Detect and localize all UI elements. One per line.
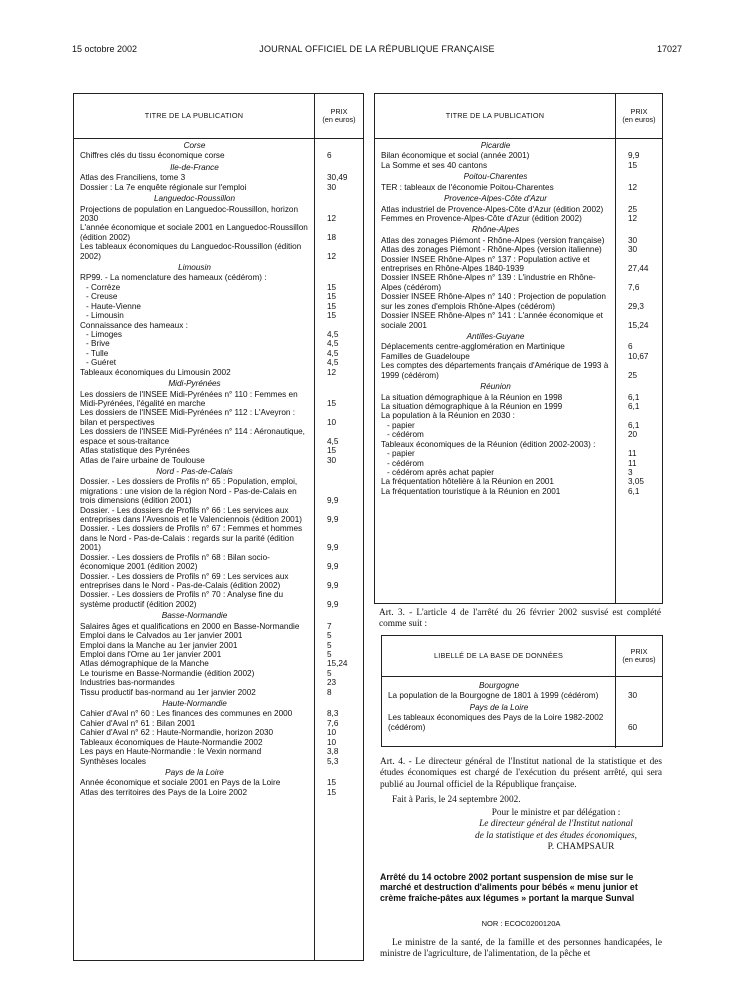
publication-title: Dossier. - Les dossiers de Profils n° 65 : Population, emploi, migrations : une vision de la région Nord - Pas-de-Calais en trois dimensions (édition 2001): [80, 477, 298, 506]
publication-title: Dossier. - Les dossiers de Profils n° 70 : Analyse fine du système productif (édition 2002): [80, 590, 284, 609]
publication-price: 7,6: [327, 718, 339, 728]
publication-title: Cahier d'Aval n° 61 : Bilan 2001: [80, 718, 196, 728]
publication-price: 10,67: [628, 351, 649, 361]
publication-title: Année économique et sociale 2001 en Pays de la Loire: [80, 778, 281, 788]
table-row: [375, 245, 662, 254]
publication-title: Les dossiers de l'INSEE Midi-Pyrénées n° 110 : Femmes en Midi-Pyrénées, l'égalité en marche: [80, 389, 298, 408]
publication-price: 9,9: [327, 599, 339, 609]
publication-price: 4,5: [327, 436, 339, 446]
section-heading: Ile-de-France: [170, 162, 219, 172]
publication-price: 60: [628, 722, 638, 732]
publication-price: 9,9: [327, 496, 339, 506]
publication-title: Emploi dans l'Orne au 1er janvier 2001: [80, 649, 222, 659]
publication-title: Dossier INSEE Rhône-Alpes n° 139 : L'industrie en Rhône-Alpes (cédérom): [381, 273, 596, 292]
table-row: [375, 151, 662, 160]
table-row: [74, 659, 363, 668]
section-heading: Languedoc-Roussillon: [153, 194, 236, 204]
nor-reference: NOR : ECOC0200120A: [481, 919, 561, 928]
publication-title: Cahier d'Aval n° 62 : Haute-Normandie, horizon 2030: [80, 728, 274, 738]
publication-title: Les dossiers de l'INSEE Midi-Pyrénées n° 114 : Aéronautique, espace et sous-traitance: [80, 427, 305, 446]
table-row: [74, 339, 363, 348]
table-header: [375, 94, 662, 139]
publication-price: 5: [327, 649, 332, 659]
table-body: [382, 677, 662, 748]
publication-title: Tableaux économiques du Limousin 2002: [80, 367, 231, 377]
publication-price: 3,8: [327, 747, 339, 757]
signature-line-1: Pour le ministre et par délégation :: [491, 808, 621, 818]
publication-title: Atlas des Franciliens, tome 3: [80, 173, 186, 183]
publication-title: Atlas statistique des Pyrénées: [80, 446, 190, 456]
section-heading: Nord - Pas-de-Calais: [156, 466, 233, 476]
table-row: [74, 641, 363, 650]
publication-price: 3: [628, 467, 633, 477]
publication-price: 9,9: [628, 151, 640, 161]
table-row: [74, 349, 363, 358]
table-row: [375, 236, 662, 245]
price-header-line1: PRIX: [330, 106, 348, 116]
publication-title: - Limoges: [86, 330, 122, 340]
publication-title: - papier: [387, 449, 415, 459]
section-heading: Bourgogne: [478, 681, 520, 690]
publication-price: 30: [327, 455, 337, 465]
publication-price: 15: [327, 446, 337, 456]
publication-price: 15,24: [628, 320, 649, 330]
publication-title: Dossier. - Les dossiers de Profils n° 67 : Femmes et hommes dans le Nord - Pas-de-Calais : regards sur la parité (édition 2001): [80, 524, 303, 553]
section-heading: Basse-Normandie: [161, 611, 228, 621]
table-row: [375, 440, 662, 449]
publication-price: 11: [628, 458, 637, 468]
table-row: [74, 292, 363, 301]
table-row: [74, 524, 363, 552]
publication-title: Salaires âges et qualifications en 2000 en Basse-Normandie: [80, 621, 300, 631]
publication-title: La population de la Bourgogne de 1801 à 1999 (cédérom): [388, 691, 599, 701]
price-header-line2: (en euros): [322, 115, 356, 124]
publication-title: Dossier. - Les dossiers de Profils n° 68 : Bilan socio-économique 2001 (édition 2002): [80, 552, 270, 572]
table-row: [74, 183, 363, 192]
publication-price: 7,6: [628, 282, 640, 292]
publication-price: 15: [327, 292, 337, 302]
publication-title: Dossier INSEE Rhône-Alpes n° 141 : L'année économique et sociale 2001: [381, 311, 603, 330]
table-row: [375, 468, 662, 477]
section-heading: Rhône-Alpes: [471, 225, 520, 235]
table-row: [375, 411, 662, 420]
column-divider: [615, 677, 616, 748]
publication-price: 29,3: [628, 301, 644, 311]
publication-price: 12: [327, 213, 337, 223]
table-row: [375, 449, 662, 458]
table-row: [375, 402, 662, 411]
publication-price: 30: [327, 182, 337, 192]
col-title-header: TITRE DE LA PUBLICATION: [144, 110, 244, 120]
section-heading: Réunion: [480, 382, 511, 392]
column-divider: [615, 139, 616, 603]
table-row: [74, 757, 363, 766]
publication-title: Familles de Guadeloupe: [381, 351, 470, 361]
publication-title: Les tableaux économiques du Languedoc-Roussillon (édition 2002): [80, 242, 302, 261]
publication-title: Atlas démographique de la Manche: [80, 659, 209, 669]
col-price-header: [615, 636, 662, 676]
publication-title: Le tourisme en Basse-Normandie (édition 2002): [80, 668, 255, 678]
table-row: [74, 456, 363, 465]
publication-price: 5,3: [327, 756, 339, 766]
publication-title: Atlas de l'aire urbaine de Toulouse: [80, 455, 205, 465]
publication-title: Tableaux économiques de Haute-Normandie 2002: [80, 737, 263, 747]
publication-title: Emploi dans la Manche au 1er janvier 2001: [80, 640, 238, 650]
publication-price: 15: [327, 778, 337, 788]
section-heading: Haute-Normandie: [162, 699, 227, 709]
table-row: [74, 446, 363, 455]
table-row: [74, 788, 363, 797]
table-row: [375, 292, 662, 311]
publication-title: Emploi dans le Calvados au 1er janvier 2001: [80, 631, 243, 641]
publication-price: 30,49: [327, 173, 348, 183]
publication-title: Les dossiers de l'INSEE Midi-Pyrénées n° 112 : L'Aveyron : bilan et perspectives: [80, 408, 295, 427]
publication-price: 6,1: [628, 420, 640, 430]
table-row: [74, 738, 363, 747]
publication-title: Femmes en Provence-Alpes-Côte d'Azur (édition 2002): [381, 213, 582, 223]
publication-title: Dossier INSEE Rhône-Alpes n° 140 : Projection de population sur les zones d'emplois Rhône-Alpes (cédérom): [381, 292, 606, 311]
article-3: Art. 3. - L'article 4 de l'arrêté du 26 février 2002 susvisé est complété comme suit :: [379, 608, 661, 630]
publication-price: 9,9: [327, 580, 339, 590]
publication-title: Tableaux économiques de la Réunion (édition 2002-2003) :: [381, 439, 596, 449]
signature-line-3: de la statistique et des études économiques,: [475, 830, 637, 841]
table-row: [375, 311, 662, 330]
table-row: [74, 321, 363, 330]
publication-title: TER : tableaux de l'économie Poitou-Charentes: [381, 182, 554, 192]
table-row: [74, 390, 363, 409]
table-row: [375, 421, 662, 430]
publication-title: Tissu productif bas-normand au 1er janvier 2002: [80, 687, 256, 697]
table-row: [74, 590, 363, 609]
publication-title: Les comptes des départements français d'Amérique de 1993 à 1999 (cédérom): [381, 361, 609, 380]
page-header: [72, 44, 682, 58]
publication-title: Cahier d'Aval n° 60 : Les finances des communes en 2000: [80, 709, 293, 719]
publication-price: 9,9: [327, 562, 339, 572]
publication-title: - papier: [387, 420, 415, 430]
publication-title: Dossier INSEE Rhône-Alpes n° 137 : Population active et entreprises en Rhône-Alpes 1840-1939: [381, 254, 590, 274]
left-publications-table: [73, 93, 364, 961]
publication-price: 9,9: [327, 515, 339, 525]
table-row: [74, 747, 363, 756]
publication-title: RP99. - La nomenclature des hameaux (cédérom) :: [80, 273, 267, 283]
publication-price: 5: [327, 668, 332, 678]
publication-title: - Brive: [86, 339, 110, 349]
section-heading: Pays de la Loire: [469, 702, 529, 712]
publication-price: 20: [628, 430, 638, 440]
price-header-line2: (en euros): [622, 655, 656, 664]
publication-price: 15: [327, 787, 337, 797]
section-heading: Provence-Alpes-Côte d'Azur: [443, 194, 548, 204]
publication-title: Dossier : La 7e enquête régionale sur l'emploi: [80, 182, 247, 192]
table-row: [74, 622, 363, 631]
header-journal-title: JOURNAL OFFICIEL DE LA RÉPUBLIQUE FRANÇAISE: [259, 44, 495, 54]
price-header-line1: PRIX: [630, 646, 648, 656]
table-row: [74, 283, 363, 292]
table-row: [375, 477, 662, 486]
table-row: [74, 728, 363, 737]
table-row: [74, 477, 363, 505]
publication-price: 25: [628, 370, 638, 380]
publication-price: 12: [327, 367, 337, 377]
section-heading: Limousin: [178, 263, 211, 273]
publication-title: La Somme et ses 40 cantons: [381, 160, 488, 170]
table-row: [74, 302, 363, 311]
publication-price: 23: [327, 678, 337, 688]
table-row: [375, 487, 662, 496]
publication-price: 6: [327, 151, 332, 161]
database-table: [381, 635, 663, 747]
table-row: [375, 361, 662, 380]
publication-title: - Haute-Vienne: [86, 301, 141, 311]
publication-price: 18: [327, 232, 337, 242]
publication-price: 4,5: [327, 348, 339, 358]
publication-title: Bilan économique et social (année 2001): [381, 151, 530, 161]
publication-price: 30: [628, 245, 638, 255]
table-row: [375, 161, 662, 170]
publication-title: - Corrèze: [86, 282, 121, 292]
table-row: [74, 506, 363, 525]
table-row: [74, 709, 363, 718]
publication-title: La fréquentation touristique à la Réunion en 2001: [381, 486, 561, 496]
col-price-header: [314, 94, 363, 138]
publication-price: 8,3: [327, 709, 339, 719]
publication-title: Atlas des zonages Piémont - Rhône-Alpes (version française): [381, 235, 605, 245]
right-publications-table: [374, 93, 663, 604]
signature-line-2: Le directeur général de l'Institut national: [479, 819, 633, 830]
table-row: [74, 311, 363, 320]
table-row: [382, 713, 662, 732]
decree-intro: Le ministre de la santé, de la famille et des personnes handicapées, le ministre de l'agriculture, de l'alimentation, de la pêche et: [380, 938, 662, 960]
publication-price: 25: [628, 204, 638, 214]
publication-price: 15: [327, 311, 337, 321]
publication-price: 15,24: [327, 659, 348, 669]
publication-price: 6: [628, 342, 633, 352]
publication-price: 6,1: [628, 392, 640, 402]
publication-price: 12: [628, 213, 638, 223]
table-row: [74, 778, 363, 787]
publication-price: 6,1: [628, 486, 640, 496]
table-body: [375, 139, 662, 603]
table-row: [74, 330, 363, 339]
publication-price: 30: [628, 691, 638, 701]
publication-price: 12: [327, 251, 337, 261]
signature-name: P. CHAMPSAUR: [547, 841, 615, 852]
table-row: [74, 151, 363, 160]
publication-price: 15: [327, 398, 337, 408]
price-header-line2: (en euros): [622, 115, 656, 124]
publication-price: 10: [327, 737, 337, 747]
table-row: [74, 688, 363, 697]
publication-title: Atlas des zonages Piémont - Rhône-Alpes (version italienne): [381, 245, 602, 255]
publication-price: 27,44: [628, 264, 649, 274]
table-row: [74, 427, 363, 446]
publication-title: - Tulle: [86, 348, 109, 358]
table-row: [74, 678, 363, 687]
table-row: [375, 205, 662, 214]
publication-price: 4,5: [327, 330, 339, 340]
article-4: Art. 4. - Le directeur général de l'Institut national de la statistique et des études économiques est chargé de l'exécution du présent arrêté, qui sera publié au Journal officiel de la République française.: [380, 757, 662, 790]
publication-title: - Creuse: [86, 292, 118, 302]
section-heading: Poitou-Charentes: [463, 172, 528, 182]
table-body: [74, 139, 363, 960]
section-heading: Antilles-Guyane: [466, 332, 525, 342]
publication-title: La situation démographique à la Réunion en 1999: [381, 401, 563, 411]
publication-price: 10: [327, 728, 337, 738]
publication-price: 4,5: [327, 339, 339, 349]
publication-price: 9,9: [327, 543, 339, 553]
table-header: [382, 636, 662, 677]
table-row: [74, 553, 363, 572]
table-row: [74, 631, 363, 640]
table-row: [375, 393, 662, 402]
publication-price: 12: [628, 182, 638, 192]
publication-title: Déplacements centre-agglomération en Martinique: [381, 342, 565, 352]
publication-price: 3,05: [628, 477, 644, 487]
publication-title: Atlas industriel de Provence-Alpes-Côte d'Azur (édition 2002): [381, 204, 604, 214]
publication-title: Connaissance des hameaux :: [80, 320, 188, 330]
publication-price: 11: [628, 449, 637, 459]
table-row: [74, 273, 363, 282]
table-row: [74, 719, 363, 728]
col-price-header: [615, 94, 662, 138]
table-row: [375, 255, 662, 274]
publication-title: - cédérom: [387, 430, 424, 440]
publication-price: 15: [327, 301, 337, 311]
publication-price: 15: [327, 282, 337, 292]
table-row: [74, 242, 363, 261]
header-date: 15 octobre 2002: [72, 44, 138, 54]
publication-price: 4,5: [327, 358, 339, 368]
column-divider: [314, 139, 315, 960]
publication-title: Industries bas-normandes: [80, 678, 175, 688]
publication-title: La situation démographique à la Réunion en 1998: [381, 392, 563, 402]
table-row: [74, 223, 363, 242]
publication-title: Synthèses locales: [80, 756, 146, 766]
table-row: [382, 691, 662, 700]
table-row: [74, 572, 363, 591]
publication-price: 30: [628, 235, 638, 245]
table-row: [375, 459, 662, 468]
publication-price: 6,1: [628, 401, 640, 411]
table-row: [375, 430, 662, 439]
publication-title: Dossier. - Les dossiers de Profils n° 69 : Les services aux entreprises dans le Nord - Pas-de-Calais (édition 2002): [80, 571, 289, 590]
col-title-header: TITRE DE LA PUBLICATION: [445, 110, 545, 120]
header-page-number: 17027: [656, 44, 682, 54]
publication-title: - Limousin: [86, 311, 124, 321]
table-header: [74, 94, 363, 139]
publication-title: Dossier. - Les dossiers de Profils n° 66 : Les services aux entreprises dans l'Avesnois et le Valenciennois (édition 2001): [80, 505, 303, 525]
table-row: [375, 273, 662, 292]
table-row: [74, 650, 363, 659]
section-heading: Midi-Pyrénées: [168, 379, 221, 389]
publication-price: 8: [327, 687, 332, 697]
publication-title: L'année économique et sociale 2001 en Languedoc-Roussillon (édition 2002): [80, 223, 308, 242]
table-row: [74, 669, 363, 678]
publication-price: 7: [327, 621, 332, 631]
table-row: [375, 183, 662, 192]
section-heading: Corse: [183, 141, 206, 150]
table-row: [74, 368, 363, 377]
publication-price: 5: [327, 640, 332, 650]
decree-title: Arrêté du 14 octobre 2002 portant suspension de mise sur le marché et destruction d'aliments pour bébés « menu junior et crème fraîche-pâtes aux légumes » portant la marque Sunval: [380, 872, 638, 903]
signature-block: [380, 808, 662, 853]
section-heading: Picardie: [480, 141, 511, 150]
publication-price: 10: [327, 417, 337, 427]
table-row: [74, 408, 363, 427]
publication-price: 5: [327, 631, 332, 641]
col-title-header: LIBELLÉ DE LA BASE DE DONNÉES: [433, 650, 564, 660]
publication-title: La fréquentation hôtelière à la Réunion en 2001: [381, 477, 554, 487]
publication-title: Projections de population en Languedoc-Roussillon, horizon 2030: [80, 204, 299, 223]
publication-title: Atlas des territoires des Pays de la Loire 2002: [80, 787, 248, 797]
table-row: [74, 358, 363, 367]
done-at-paris: Fait à Paris, le 24 septembre 2002.: [392, 795, 521, 805]
table-row: [74, 173, 363, 182]
table-row: [375, 342, 662, 351]
publication-title: La population à la Réunion en 2030 :: [381, 411, 515, 421]
publication-title: Chiffres clés du tissu économique corse: [80, 151, 225, 161]
table-row: [74, 205, 363, 224]
table-row: [375, 352, 662, 361]
price-header-line1: PRIX: [630, 106, 648, 116]
publication-price: 15: [628, 160, 638, 170]
publication-title: - Guéret: [86, 358, 117, 368]
publication-title: Les pays en Haute-Normandie : le Vexin normand: [80, 747, 262, 757]
table-row: [375, 214, 662, 223]
section-heading: Pays de la Loire: [165, 768, 224, 777]
publication-title: - cédérom après achat papier: [387, 467, 494, 477]
publication-title: - cédérom: [387, 458, 424, 468]
publication-title: Les tableaux économiques des Pays de la Loire 1982-2002 (cédérom): [388, 713, 604, 732]
